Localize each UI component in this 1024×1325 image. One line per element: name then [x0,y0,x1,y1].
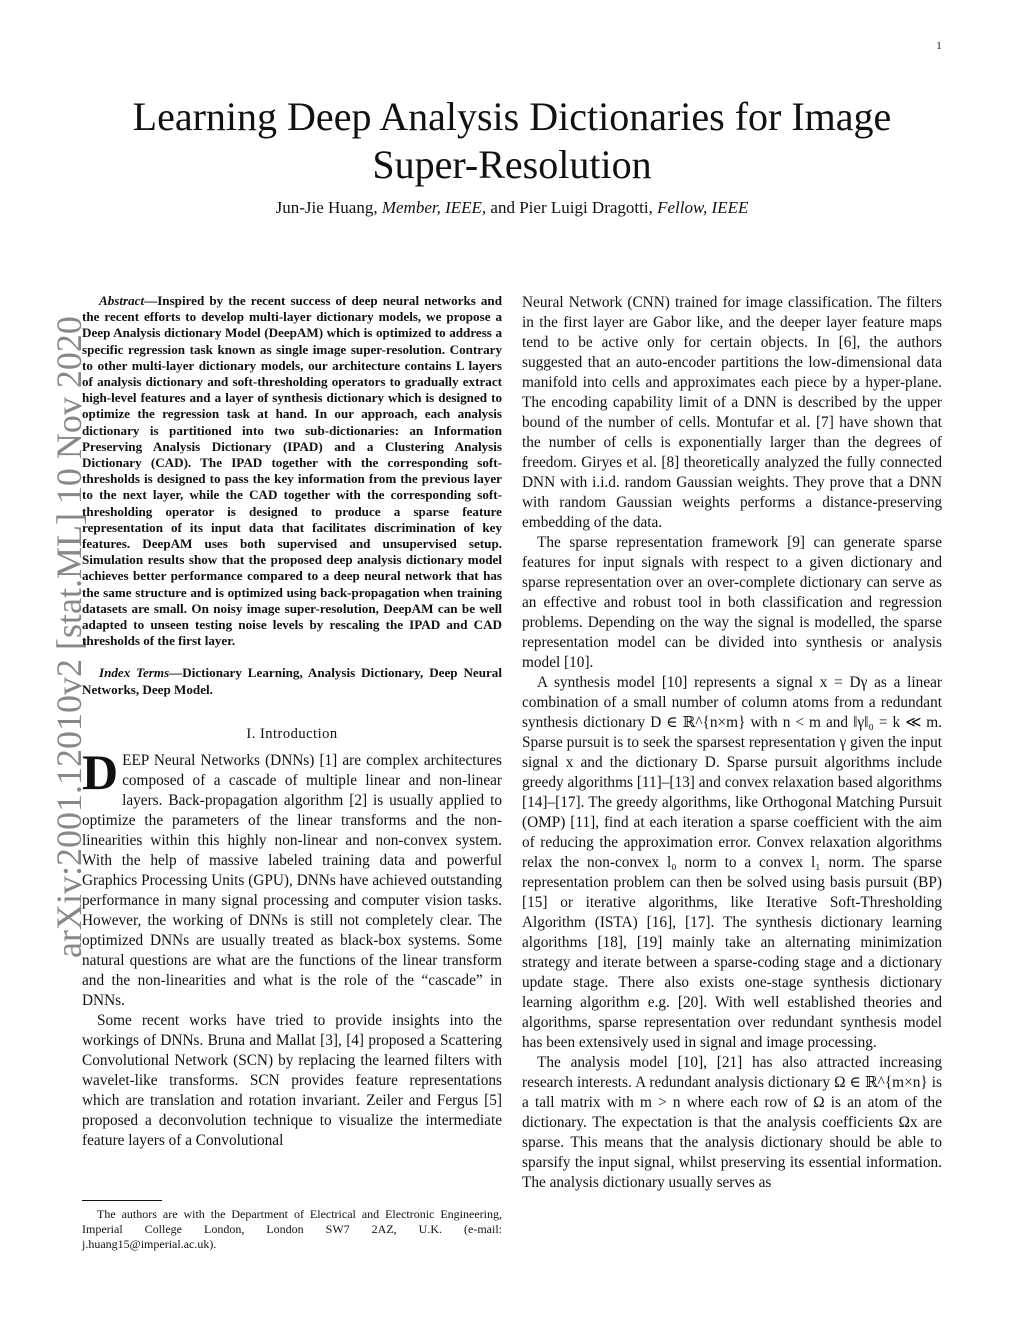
author-2-role: Fellow, IEEE [657,198,749,217]
abstract: Abstract—Inspired by the recent success of deep neural networks and the recent efforts to develop multi-layer dictionary models, we propose a Deep Analysis dictionary Model (DeepAM) which is optimized to address a specific regression task known as single image super-resolution. Contrary to other multi-layer dictionary models, our architecture contains L layers of analysis dictionary and soft-thresholding operators to gradually extract high-level features and a layer of synthesis dictionary which is designed to optimize the regression task at hand. In our approach, each analysis dictionary is partitioned into two sub-dictionaries: an Information Preserving Analysis Dictionary (IPAD) and a Clustering Analysis Dictionary (CAD). The IPAD together with the corresponding soft-thresholds is designed to pass the key information from the previous layer to the next layer, while the CAD together with the corresponding soft-thresholding operator is designed to produce a sparse feature representation of its input data that facilitates discrimination of key features. DeepAM uses both supervised and unsupervised setup. Simulation results show that the proposed deep analysis dictionary model achieves better performance compared to a deep neural network that has the same structure and is optimized using back-propagation when training datasets are small. On noisy image super-resolution, DeepAM can be well adapted to unseen testing noise levels by rescaling the IPAD and CAD thresholds of the first layer. [82,293,502,649]
footnote-rule [82,1200,162,1201]
author-2: Pier Luigi Dragotti, [519,198,653,217]
index-terms-text: Dictionary Learning, Analysis Dictionary, Deep Neural Networks, Deep Model. [82,665,502,697]
page-number: 1 [936,40,942,52]
abstract-text: Inspired by the recent success of deep neural networks and the recent efforts to develop multi-layer dictionary models, we propose a Deep Analysis dictionary Model (DeepAM) which is optimized to address a specific regression task known as single image super-resolution. Contrary to other multi-layer dictionary models, our architecture contains L layers of analysis dictionary and soft-thresholding operators to gradually extract high-level features and a layer of synthesis dictionary which is designed to optimize the regression task at hand. In our approach, each analysis dictionary is partitioned into two sub-dictionaries: an Information Preserving Analysis Dictionary (IPAD) and a Clustering Analysis Dictionary (CAD). The IPAD together with the corresponding soft-thresholds is designed to pass the key information from the previous layer to the next layer, while the CAD together with the corresponding soft-thresholding operator is designed to produce a sparse feature representation of its input data that facilitates discrimination of key features. DeepAM uses both supervised and unsupervised setup. Simulation results show that the proposed deep analysis dictionary model achieves better performance compared to a deep neural network that has the same structure and is optimized using back-propagation when training datasets are small. On noisy image super-resolution, DeepAM can be well adapted to unseen testing noise levels by rescaling the IPAD and CAD thresholds of the first layer. [82,293,502,649]
left-column [82,293,502,1151]
intro-paragraph-2: Some recent works have tried to provide insights into the workings of DNNs. Bruna and Mallat [3], [4] proposed a Scattering Convolutional Network (SCN) by replacing the learned filters with wavelet-like transforms. SCN provides feature representations which are translation and rotation invariant. Zeiler and Fergus [5] proposed a deconvolution technique to visualize the intermediate feature layers of a Convolutional [82,1011,502,1149]
author-1: Jun-Jie Huang, [275,198,378,217]
author-conjunction: and [490,198,515,217]
intro-paragraph-1-text: EEP Neural Networks (DNNs) [1] are complex architectures composed of a cascade of multiple linear and non-linear layers. Back-propagation algorithm [2] is usually applied to optimize the parameters of the linear transforms and the non-linearities within this highly non-linear and non-convex system. With the help of massive labeled training data and powerful Graphics Processing Units (GPU), DNNs have achieved outstanding performance in many signal processing and computer vision tasks. However, the working of DNNs is still not completely clear. The optimized DNNs are usually treated as black-box systems. Some natural questions are what are the functions of the linear transform and the non-linearities and what is the role of the “cascade” in DNNs. [82,751,502,1009]
right-paragraph-2: The sparse representation framework [9] can generate sparse features for input signals with respect to a given dictionary and sparse representation over an over-complete dictionary can serve as an effective and robust tool in both classification and regression problems. Depending on the way the signal is modelled, the sparse representation model can be divided into synthesis or analysis model [10]. [522,534,942,671]
abstract-label: Abstract [99,293,145,308]
paper-title: Learning Deep Analysis Dictionaries for Image Super-Resolution [132,94,892,187]
right-paragraph-1: Neural Network (CNN) trained for image classification. The filters in the first layer are Gabor like, and the deeper layer feature maps tend to be active only for certain objects. In [6], the authors suggested that an auto-encoder partitions the low-dimensional data manifold into cells and approximates each piece by a hyper-plane. The encoding capability limit of a DNN is described by the upper bound of the number of cells. Montufar et al. [7] have shown that the number of cells is exponentially larger than the degrees of freedom. Giryes et al. [8] theoretically analyzed the fully connected DNN with i.i.d. random Gaussian weights. They prove that a DNN with random Gaussian weights performs a distance-preserving embedding of the data. [522,294,942,531]
intro-paragraph-1 [82,743,502,1011]
dropcap-letter: D [82,743,119,800]
author-line [80,198,944,218]
section-heading-introduction: I. Introduction [246,725,338,742]
right-paragraph-3: A synthesis model [10] represents a signal x = Dγ as a linear combination of a small number of column atoms from a redundant synthesis dictionary D ∈ ℝ^{n×m} with n < m and ‖γ‖₀ = k ≪ m. Sparse pursuit is to seek the sparsest representation γ given the input signal x and the dictionary D. Sparse pursuit algorithms include greedy algorithms [11]–[13] and convex relaxation based algorithms [14]–[17]. The greedy algorithms, like Orthogonal Matching Pursuit (OMP) [11], find at each iteration a sparse coefficient with the aim of reducing the approximation error. Convex relaxation algorithms relax the non-convex l₀ norm to a convex l₁ norm. The sparse representation problem can then be solved using basis pursuit (BP) [15] or iterative algorithms, like Iterative Soft-Thresholding Algorithm (ISTA) [16], [17]. The synthesis dictionary learning algorithms [18], [19] mainly take an alternating minimization strategy and iterate between a sparse-coding stage and a dictionary update stage. There also exists one-stage synthesis dictionary learning algorithm e.g. [20]. With well established theories and algorithms, sparse representation over redundant synthesis model has been extensively used in signal and image processing. [522,674,942,1051]
author-1-role: Member, IEEE, [381,198,487,217]
author-footnote: The authors are with the Department of Electrical and Electronic Engineering, Imperial College London, London SW7 2AZ, U.K. (e-mail: j.huang15@imperial.ac.uk). [82,1207,502,1251]
right-column [522,293,942,1193]
right-paragraph-4: The analysis model [10], [21] has also attracted increasing research interests. A redundant analysis dictionary Ω ∈ ℝ^{m×n} is a tall matrix with m > n where each row of Ω is an atom of the dictionary. The expectation is that the analysis coefficients Ωx are sparse. This means that the analysis dictionary should be able to sparsify the input signal, whilst preserving its essential information. The analysis dictionary usually serves as [522,1054,942,1191]
arxiv-stamp-text: arXiv:2001.12010v2 [stat.ML] 10 Nov 2020 [49,316,89,958]
index-terms: Index Terms—Dictionary Learning, Analysis Dictionary, Deep Neural Networks, Deep Model. [82,665,502,697]
index-terms-label: Index Terms [99,665,170,681]
